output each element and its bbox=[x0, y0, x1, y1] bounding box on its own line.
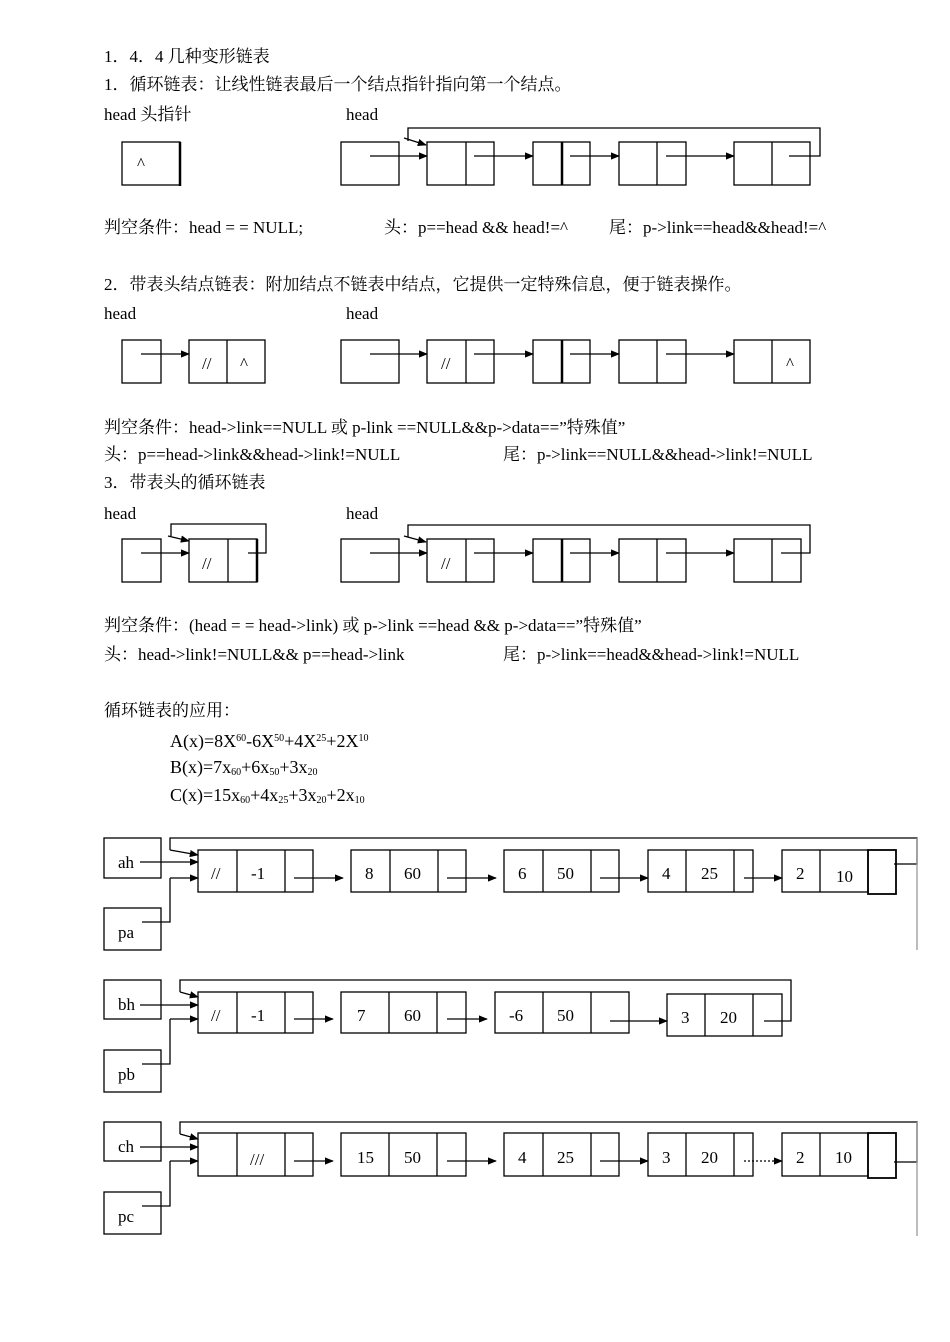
headed-cond-tail: 尾：p->link==NULL&&head->link!=NULL bbox=[503, 445, 813, 464]
list-pointer-label: pb bbox=[118, 1065, 135, 1084]
headed-circular-empty-list bbox=[122, 524, 266, 582]
node-coef: 4 bbox=[518, 1148, 527, 1167]
node-exp: 50 bbox=[404, 1148, 421, 1167]
poly-b-list bbox=[104, 980, 791, 1092]
node-coef: -6 bbox=[509, 1006, 524, 1025]
headed-list bbox=[341, 340, 810, 383]
section-title: 1．4．4 几种变形链表 bbox=[104, 47, 270, 66]
node-exp: 20 bbox=[701, 1148, 718, 1167]
node-exp: 25 bbox=[557, 1148, 574, 1167]
node-coef: 2 bbox=[796, 864, 805, 883]
header-mark: // bbox=[441, 354, 451, 373]
circular-cond-tail: 尾：p->link==head&&head!=^ bbox=[609, 218, 827, 237]
list-pointer-label: pa bbox=[118, 923, 135, 942]
node-exp: 50 bbox=[557, 864, 574, 883]
headed-cond-head: 头：p==head->link&&head->link!=NULL bbox=[104, 445, 401, 464]
node-exp: 60 bbox=[404, 1006, 421, 1025]
node-coef: 2 bbox=[796, 1148, 805, 1167]
node-coef: 3 bbox=[681, 1008, 690, 1027]
node-coef: 15 bbox=[357, 1148, 374, 1167]
node-exp: 10 bbox=[836, 867, 853, 886]
headed-circular-heading: 3．带表头的循环链表 bbox=[104, 473, 266, 492]
headed-label-right: head bbox=[346, 304, 379, 323]
header-mark: // bbox=[202, 554, 212, 573]
headed-circular-list bbox=[341, 525, 810, 582]
poly-c: $C(x)=15x_{60}+4x_{25}+3x_{20}+2x_{10}$ bbox=[170, 785, 365, 806]
null-symbol: ^ bbox=[240, 354, 248, 373]
node-exp: 20 bbox=[720, 1008, 737, 1027]
circular-empty-head-box bbox=[122, 142, 180, 186]
node-exp: /// bbox=[250, 1150, 265, 1169]
list-head-label: ch bbox=[118, 1137, 135, 1156]
poly-a: $A(x)=8X^{60}-6X^{50}+4X^{25}+2X^{10}$ bbox=[170, 731, 369, 751]
node-coef: 7 bbox=[357, 1006, 366, 1025]
null-symbol: ^ bbox=[786, 354, 794, 373]
poly-b: $B(x)=7x_{60}+6x_{50}+3x_{20}$ bbox=[170, 757, 318, 778]
headed-circular-cond-empty: 判空条件：(head = = head->link) 或 p->link ==head && p->data==”特殊值” bbox=[104, 616, 642, 635]
list-head-label: ah bbox=[118, 853, 135, 872]
node-exp: -1 bbox=[251, 1006, 266, 1025]
headed-label-left: head bbox=[104, 304, 137, 323]
application-title: 循环链表的应用： bbox=[104, 701, 240, 720]
headed-circular-cond-tail: 尾：p->link==head&&head->link!=NULL bbox=[503, 645, 800, 664]
list-pointer-label: pc bbox=[118, 1207, 135, 1226]
circular-label-left: head 头指针 bbox=[104, 105, 192, 124]
headed-circular-cond-head: 头：head->link!=NULL&& p==head->link bbox=[104, 645, 405, 664]
node-exp: 50 bbox=[557, 1006, 574, 1025]
circular-cond-head: 头：p==head && head!=^ bbox=[384, 218, 569, 237]
list-head-label: bh bbox=[118, 995, 135, 1014]
headed-heading: 2．带表头结点链表：附加结点不链表中结点，它提供一定特殊信息，便于链表操作。 bbox=[104, 275, 742, 294]
node-exp: -1 bbox=[251, 864, 266, 883]
circular-cond-empty: 判空条件：head = = NULL; bbox=[104, 218, 304, 237]
header-mark: // bbox=[441, 554, 451, 573]
headed-circular-label-right: head bbox=[346, 504, 379, 523]
empty-symbol: ^ bbox=[137, 154, 145, 173]
node-coef: 6 bbox=[518, 864, 527, 883]
node-exp: 25 bbox=[701, 864, 718, 883]
circular-heading: 1．循环链表：让线性链表最后一个结点指针指向第一个结点。 bbox=[104, 75, 572, 94]
circular-list bbox=[341, 128, 820, 185]
header-mark: // bbox=[202, 354, 212, 373]
headed-cond-empty: 判空条件：head->link==NULL 或 p-link ==NULL&&p->data==”特殊值” bbox=[104, 418, 626, 437]
node-exp: 10 bbox=[835, 1148, 852, 1167]
node-coef: // bbox=[211, 864, 221, 883]
poly-a-list bbox=[104, 838, 917, 950]
poly-c-list bbox=[104, 1122, 917, 1236]
circular-label-right: head bbox=[346, 105, 379, 124]
node-coef: 4 bbox=[662, 864, 671, 883]
node-coef: 8 bbox=[365, 864, 374, 883]
node-exp: 60 bbox=[404, 864, 421, 883]
node-coef: // bbox=[211, 1006, 221, 1025]
node-coef: 3 bbox=[662, 1148, 671, 1167]
headed-circular-label-left: head bbox=[104, 504, 137, 523]
